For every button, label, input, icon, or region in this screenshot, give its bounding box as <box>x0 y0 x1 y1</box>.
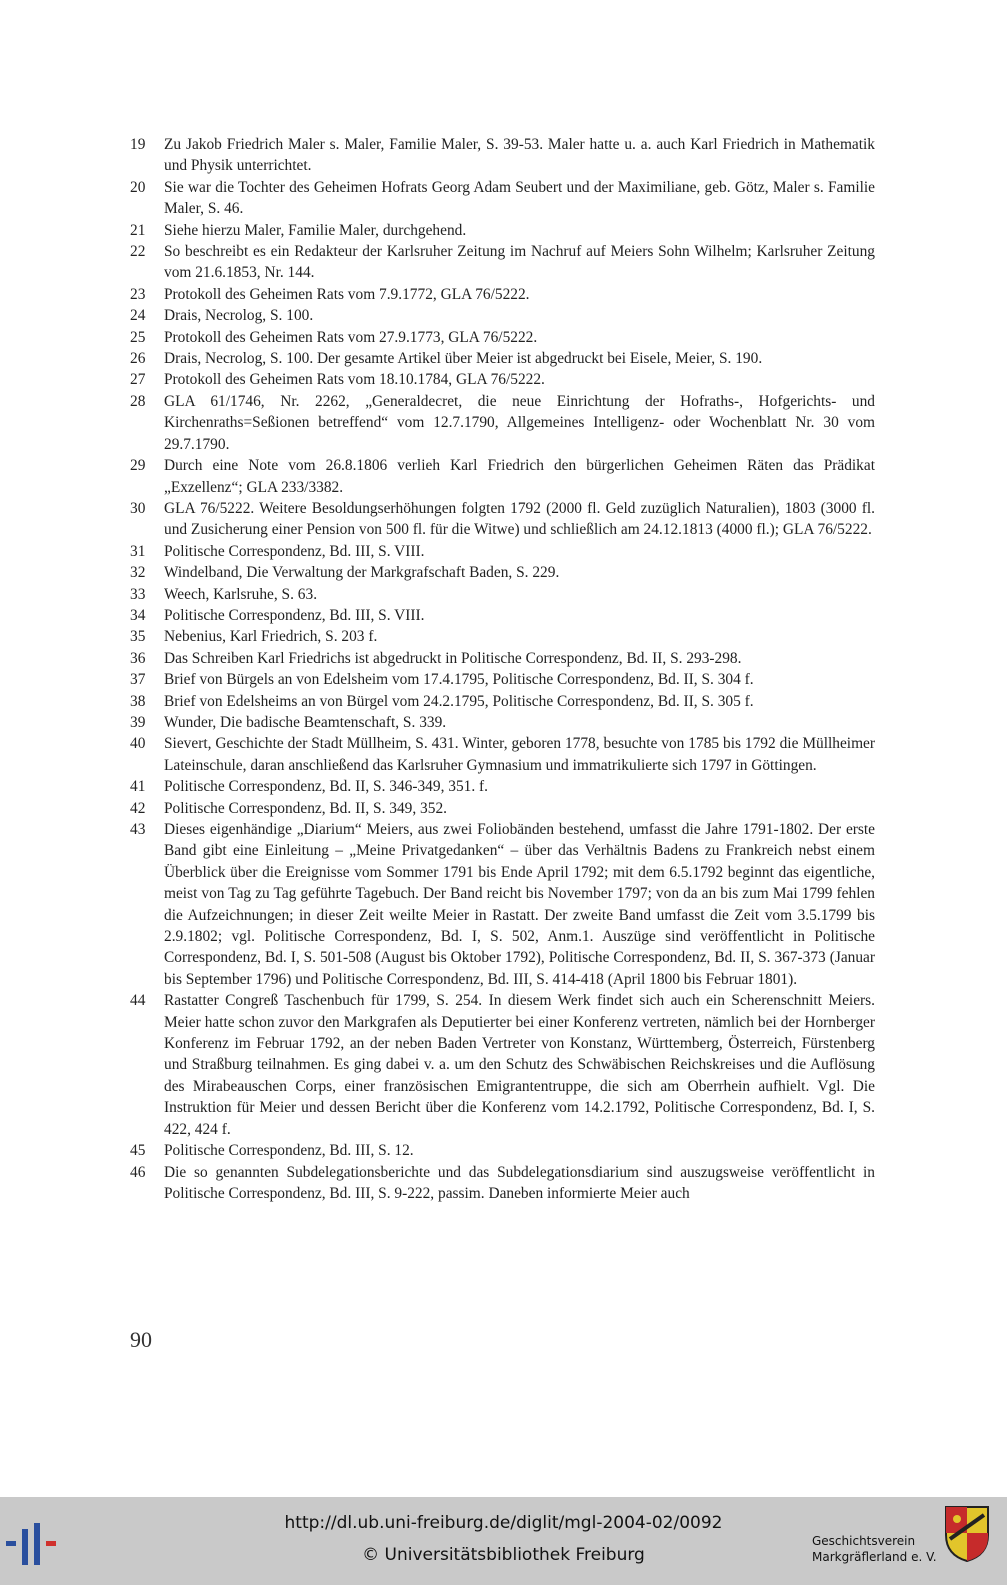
footnote-number: 41 <box>130 778 146 796</box>
footnote-number: 42 <box>130 799 146 817</box>
footnote-text: Zu Jakob Friedrich Maler s. Maler, Familie Maler, S. 39-53. Maler hatte u. a. auch Karl Friedrich in Mathematik und Physik unterrichtet. <box>164 136 875 175</box>
footnote <box>130 648 875 669</box>
footnote-text: Brief von Bürgels an von Edelsheim vom 17.4.1795, Politische Correspondenz, Bd. II, S. 304 f. <box>164 671 754 689</box>
footnote-text: Protokoll des Geheimen Rats vom 18.10.1784, GLA 76/5222. <box>164 371 545 389</box>
footnote-number: 19 <box>130 136 146 153</box>
footnote-text: Das Schreiben Karl Friedrichs ist abgedruckt in Politische Correspondenz, Bd. II, S. 293-298. <box>164 649 742 667</box>
footnote-text: Politische Correspondenz, Bd. II, S. 349, 352. <box>164 799 447 817</box>
footnote <box>130 455 875 498</box>
footnote-number: 23 <box>130 285 146 303</box>
footnote-number: 24 <box>130 307 146 325</box>
page-number: 90 <box>130 1327 152 1352</box>
footnote-text: Politische Correspondenz, Bd. III, S. 12. <box>164 1142 414 1160</box>
footnotes-list <box>130 134 875 1204</box>
society-name-line1: Geschichtsverein <box>812 1534 916 1548</box>
footnote-number: 27 <box>130 371 146 389</box>
coat-of-arms-icon <box>944 1505 990 1563</box>
footnote-number: 43 <box>130 821 146 838</box>
footnote-text: Drais, Necrolog, S. 100. Der gesamte Artikel über Meier ist abgedruckt bei Eisele, Meier, S. 190. <box>164 350 763 368</box>
footnote-number: 28 <box>130 392 146 410</box>
footnote <box>130 584 875 605</box>
footnote-number: 37 <box>130 671 146 689</box>
footnote-number: 45 <box>130 1142 146 1160</box>
footnote <box>130 177 875 220</box>
footnote-number: 33 <box>130 585 146 603</box>
footnote <box>130 669 875 690</box>
footnote-text: Protokoll des Geheimen Rats vom 27.9.1773, GLA 76/5222. <box>164 328 538 346</box>
footnote <box>130 348 875 369</box>
footnote <box>130 284 875 305</box>
footnote-text: Politische Correspondenz, Bd. III, S. VIII. <box>164 542 425 560</box>
footnote <box>130 327 875 348</box>
footnote-text: GLA 61/1746, Nr. 2262, „Generaldecret, die neue Einrichtung der Hofraths-, Hofgerichts- und Kirchenraths=Seßionen betreffend“ vom 12.7.1790, Allgemeines Intelligenz- oder Wochenblatt Nr. 30 vom 29.7.1790. <box>164 392 875 453</box>
footnote-number: 29 <box>130 457 146 475</box>
footnote <box>130 733 875 776</box>
footnote-number: 44 <box>130 992 146 1010</box>
footnote <box>130 305 875 326</box>
footnote <box>130 626 875 647</box>
footnote-text: Brief von Edelsheims an von Bürgel vom 24.2.1795, Politische Correspondenz, Bd. II, S. 305 f. <box>164 692 754 710</box>
footnote-text: Politische Correspondenz, Bd. II, S. 346-349, 351. f. <box>164 778 489 796</box>
footnote <box>130 1162 875 1205</box>
footnote <box>130 498 875 541</box>
footnote-number: 39 <box>130 713 146 731</box>
footnote <box>130 241 875 284</box>
footnote <box>130 776 875 797</box>
footnote <box>130 990 875 1140</box>
footer-bar <box>0 1497 1007 1585</box>
document-url[interactable]: http://dl.ub.uni-freiburg.de/diglit/mgl-2004-02/0092 <box>284 1513 723 1533</box>
footnote <box>130 798 875 819</box>
footnote-number: 20 <box>130 178 146 196</box>
footnote-text: Sievert, Geschichte der Stadt Müllheim, S. 431. Winter, geboren 1778, besuchte von 1785 bis 1792 die Müllheimer Lateinschule, daran anschließend das Karlsruher Gymnasium und immatrikulierte sich 1797 in Göttingen. <box>164 735 875 774</box>
footnote-number: 21 <box>130 221 146 239</box>
footnote <box>130 691 875 712</box>
footnote-text: Windelband, Die Verwaltung der Markgrafschaft Baden, S. 229. <box>164 564 560 582</box>
footnote-number: 31 <box>130 542 146 560</box>
footnote <box>130 562 875 583</box>
footnote-number: 34 <box>130 606 146 624</box>
footnote-number: 36 <box>130 649 146 667</box>
footnote-text: Rastatter Congreß Taschenbuch für 1799, S. 254. In diesem Werk findet sich auch ein Scherenschnitt Meiers. Meier hatte schon zuvor den Markgrafen als Deputierter bei einer Konferenz vertreten, nämlich bei der Hornberger Konferenz im Februar 1792, an der neben Baden Vertreter von Konstanz, Württemberg, Österreich, Fürstenberg und Straßburg teilnahmen. Es ging dabei v. a. um den Schutz des Schwäbischen Reichskreises und die Auflösung des Mirabeauschen Corps, einer französischen Emigrantentruppe, die sich am Oberrhein aufhielt. Vgl. Die Instruktion für Meier und dessen Bericht über die Konferenz vom 14.2.1792, Politische Correspondenz, Bd. I, S. 422, 424 f. <box>164 992 875 1138</box>
footnote <box>130 712 875 733</box>
footnote-number: 26 <box>130 350 146 368</box>
footnote-number: 25 <box>130 328 146 346</box>
footnote-number: 22 <box>130 243 146 261</box>
footnote <box>130 220 875 241</box>
copyright-notice: © Universitätsbibliothek Freiburg <box>362 1545 645 1565</box>
footnote-number: 38 <box>130 692 146 710</box>
footnote-text: So beschreibt es ein Redakteur der Karlsruher Zeitung im Nachruf auf Meiers Sohn Wilhelm; Karlsruher Zeitung vom 21.6.1853, Nr. 144. <box>164 243 875 282</box>
footnote <box>130 819 875 990</box>
footnote-number: 46 <box>130 1163 146 1181</box>
footnote-text: Siehe hierzu Maler, Familie Maler, durchgehend. <box>164 221 467 239</box>
footnote-text: Durch eine Note vom 26.8.1806 verlieh Karl Friedrich den bürgerlichen Geheimen Räten das Prädikat „Exzellenz“; GLA 233/3382. <box>164 457 875 496</box>
footnote-text: Drais, Necrolog, S. 100. <box>164 307 314 325</box>
footnote-number: 32 <box>130 564 146 582</box>
footnote-text: Wunder, Die badische Beamtenschaft, S. 339. <box>164 713 447 731</box>
footnote-number: 35 <box>130 628 146 646</box>
footnote <box>130 541 875 562</box>
footnote <box>130 134 875 177</box>
society-name <box>812 1533 937 1565</box>
footnote-number: 40 <box>130 735 146 753</box>
footnote-text: Weech, Karlsruhe, S. 63. <box>164 585 318 603</box>
footnote-number: 30 <box>130 499 146 517</box>
footnote-text: Die so genannten Subdelegationsberichte und das Subdelegationsdiarium sind auszugsweise veröffentlicht in Politische Correspondenz, Bd. III, S. 9-222, passim. Daneben informierte Meier auch <box>164 1163 875 1202</box>
footnote <box>130 605 875 626</box>
footnote <box>130 1140 875 1161</box>
footnote-text: Nebenius, Karl Friedrich, S. 203 f. <box>164 628 378 646</box>
footnote-text: Dieses eigenhändige „Diarium“ Meiers, aus zwei Foliobänden bestehend, umfasst die Jahre 1791-1802. Der erste Band gibt eine Einleitung – „Meine Privatgedanken“ – über das Verhältnis Badens zu Frankreich nebst einem Überblick über die Ereignisse vom Sommer 1791 bis Ende April 1792; mit dem 6.5.1792 beginnt das eigentliche, meist von Tag zu Tag geführte Tagebuch. Der Band reicht bis November 1797; von da an bis zum Mai 1799 fehlen die Aufzeichnungen; in dieser Zeit weilte Meier in Rastatt. Der zweite Band umfasst die Zeit vom 3.5.1799 bis 2.9.1802; vgl. Politische Correspondenz, Bd. I, S. 502, Anm.1. Auszüge sind veröffentlicht in Politische Correspondenz, Bd. I, S. 501-508 (August bis Oktober 1792), Politische Correspondenz, Bd. II, S. 367-373 (Januar bis September 1796) und Politische Correspondenz, Bd. III, S. 414-418 (April 1800 bis Februar 1801). <box>164 821 875 988</box>
footnote-text: Politische Correspondenz, Bd. III, S. VIII. <box>164 606 425 624</box>
society-name-line2: Markgräflerland e. V. <box>812 1550 937 1564</box>
footnote <box>130 369 875 390</box>
footnote-text: GLA 76/5222. Weitere Besoldungserhöhungen folgten 1792 (2000 fl. Geld zuzüglich Naturalien), 1803 (3000 fl. und Zusicherung einer Pension von 500 fl. für die Witwe) und schließlich am 24.12.1813 (4000 fl.); GLA 76/5222. <box>164 499 875 539</box>
footnote-text: Sie war die Tochter des Geheimen Hofrats Georg Adam Seubert und der Maximiliane, geb. Götz, Maler s. Familie Maler, S. 46. <box>164 178 875 218</box>
footnote <box>130 391 875 455</box>
footnote-text: Protokoll des Geheimen Rats vom 7.9.1772, GLA 76/5222. <box>164 285 530 303</box>
